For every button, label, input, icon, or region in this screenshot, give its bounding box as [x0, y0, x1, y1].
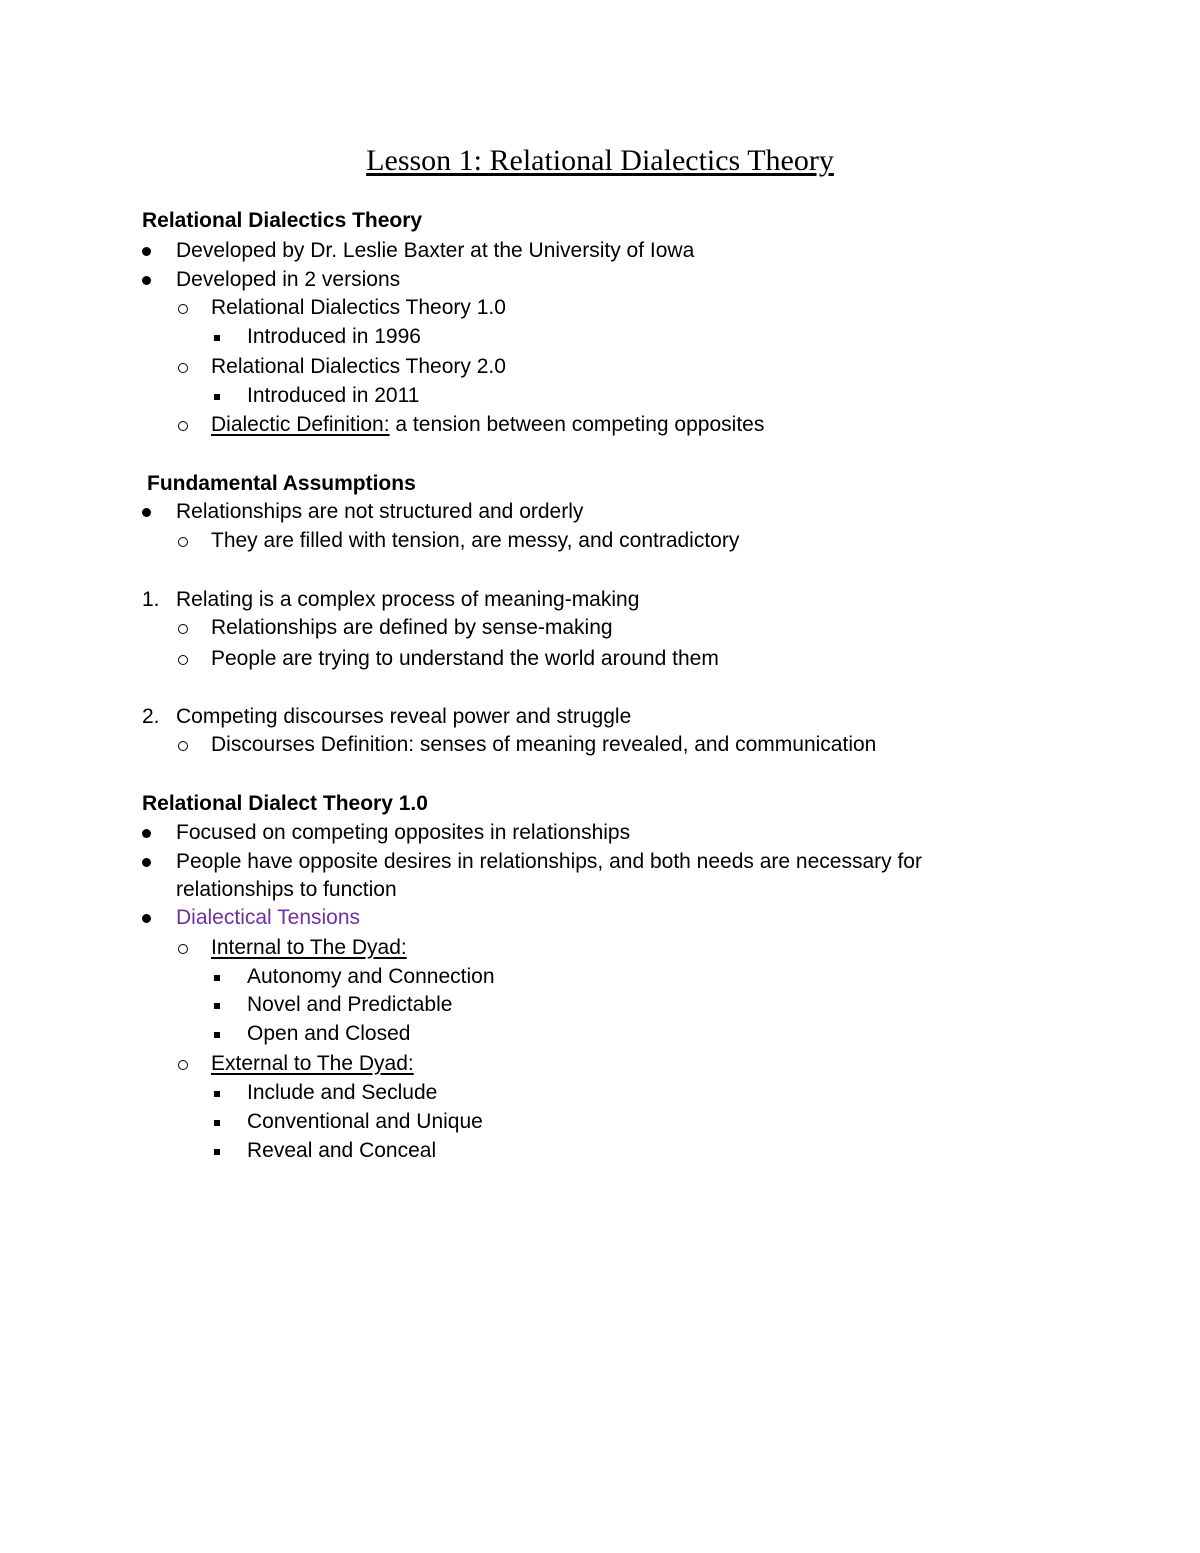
bullet-circle-icon: [178, 304, 188, 314]
external-dyad-label: External to The Dyad:: [211, 1052, 414, 1075]
list-item: Open and Closed: [247, 1022, 411, 1045]
list-item: Developed by Dr. Leslie Baxter at the University of Iowa: [176, 239, 695, 262]
bullet-circle-icon: [178, 363, 188, 373]
bullet-circle-icon: [178, 655, 188, 665]
list-item: People have opposite desires in relationships, and both needs are necessary for: [176, 850, 922, 873]
list-item: Relational Dialectics Theory 1.0: [211, 296, 506, 319]
bullet-square-icon: [214, 1091, 220, 1097]
list-item: Discourses Definition: senses of meaning revealed, and communication: [211, 733, 877, 756]
bullet-square-icon: [214, 1149, 220, 1155]
list-item: Developed in 2 versions: [176, 268, 401, 291]
bullet-dot-icon: [142, 914, 151, 923]
list-item: Relating is a complex process of meaning-making: [176, 588, 640, 611]
list-item: Competing discourses reveal power and struggle: [176, 705, 632, 728]
bullet-circle-icon: [178, 421, 188, 431]
bullet-circle-icon: [178, 537, 188, 547]
dialectic-definition-text: a tension between competing opposites: [389, 413, 765, 436]
bullet-circle-icon: [178, 624, 188, 634]
list-item: Autonomy and Connection: [247, 965, 495, 988]
bullet-dot-icon: [142, 508, 151, 517]
section-heading-relational-dialectics-theory: Relational Dialectics Theory: [142, 209, 423, 232]
bullet-dot-icon: [142, 276, 151, 285]
bullet-dot-icon: [142, 247, 151, 256]
section-heading-fundamental-assumptions: Fundamental Assumptions: [147, 472, 416, 495]
list-item: Introduced in 1996: [247, 325, 421, 348]
bullet-square-icon: [214, 394, 220, 400]
list-item-continuation: relationships to function: [176, 878, 397, 901]
list-item-highlighted: Dialectical Tensions: [176, 906, 361, 929]
section-heading-relational-dialect-theory: Relational Dialect Theory 1.0: [142, 792, 428, 815]
list-item: Novel and Predictable: [247, 993, 453, 1016]
list-number-marker: 1.: [142, 588, 160, 611]
bullet-circle-icon: [178, 1060, 188, 1070]
bullet-circle-icon: [178, 741, 188, 751]
page-title: Lesson 1: Relational Dialectics Theory: [366, 144, 834, 177]
bullet-square-icon: [214, 335, 220, 341]
bullet-square-icon: [214, 1032, 220, 1038]
list-item: Relational Dialectics Theory 2.0: [211, 355, 506, 378]
list-item: Reveal and Conceal: [247, 1139, 437, 1162]
list-item: [211, 411, 764, 439]
list-number-marker: 2.: [142, 705, 160, 728]
bullet-square-icon: [214, 1003, 220, 1009]
internal-dyad-label: Internal to The Dyad:: [211, 936, 407, 959]
bullet-square-icon: [214, 975, 220, 981]
list-item: People are trying to understand the world around them: [211, 647, 719, 670]
list-item: Conventional and Unique: [247, 1110, 483, 1133]
bullet-dot-icon: [142, 829, 151, 838]
list-item: They are filled with tension, are messy, and contradictory: [211, 529, 740, 552]
bullet-circle-icon: [178, 944, 188, 954]
list-item: Relationships are defined by sense-making: [211, 616, 613, 639]
bullet-square-icon: [214, 1120, 220, 1126]
list-item: Include and Seclude: [247, 1081, 438, 1104]
list-item: Introduced in 2011: [247, 384, 420, 407]
bullet-dot-icon: [142, 858, 151, 867]
dialectic-definition-label: Dialectic Definition:: [211, 413, 390, 436]
list-item: Relationships are not structured and orderly: [176, 500, 584, 523]
list-item: Focused on competing opposites in relationships: [176, 821, 631, 844]
